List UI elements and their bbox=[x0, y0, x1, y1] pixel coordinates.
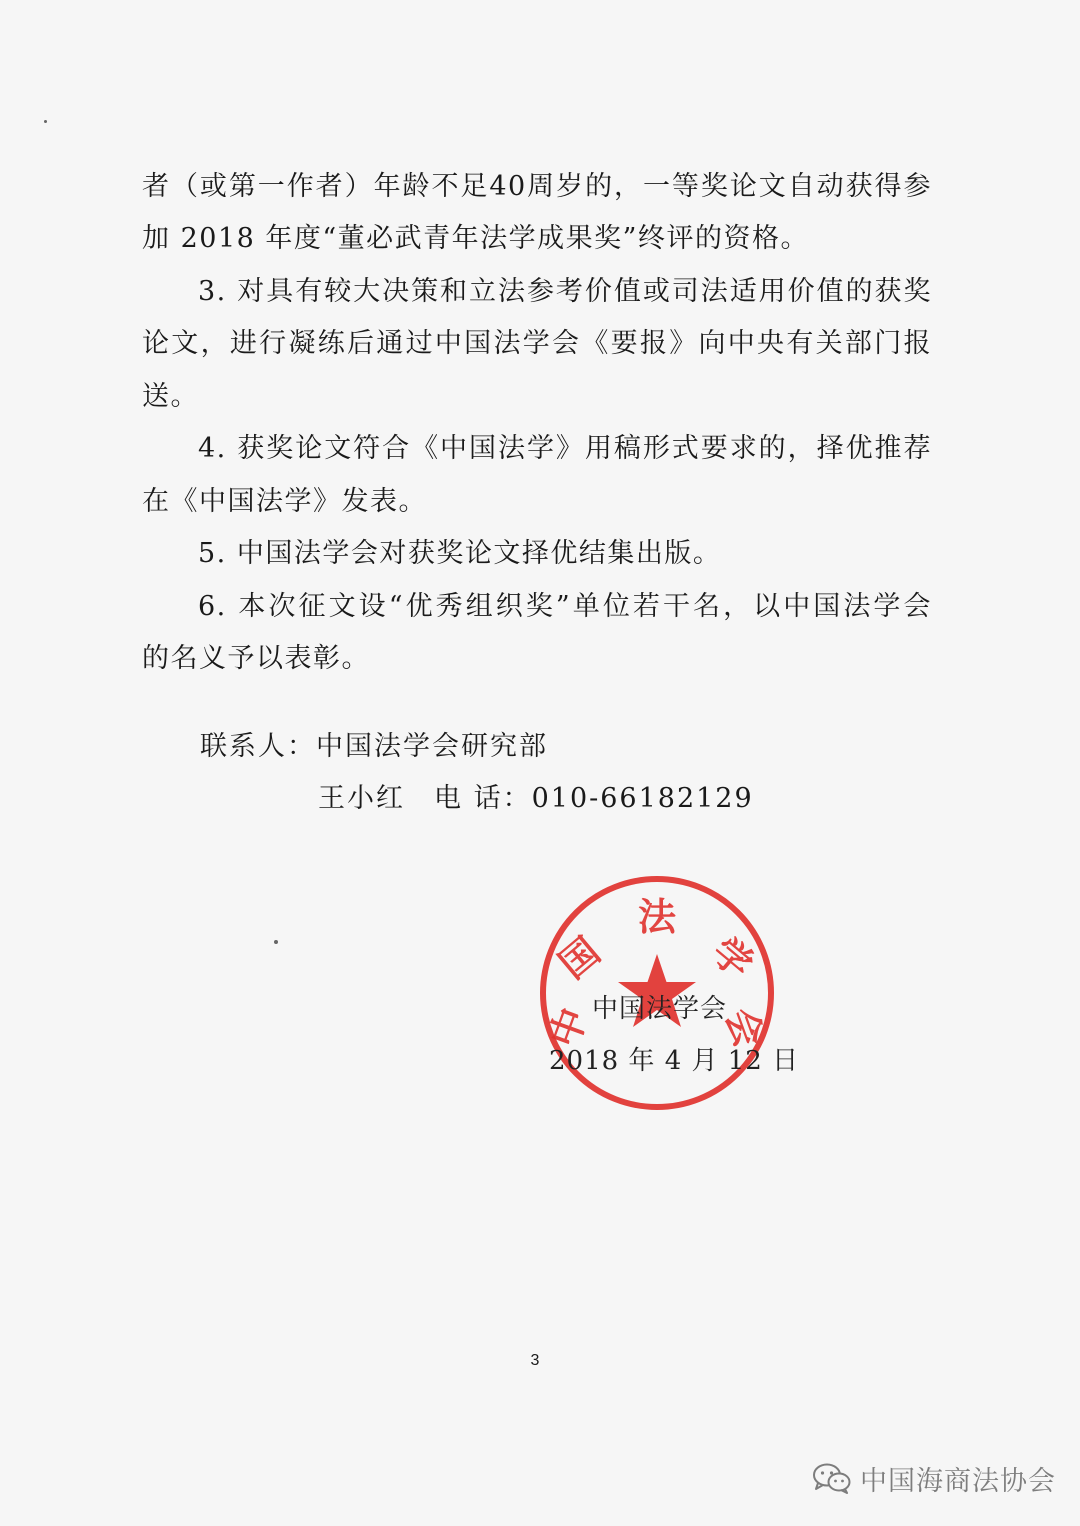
signature-date: 2018 年 4 月 12 日 bbox=[549, 1046, 800, 1076]
paragraph-line: 者（或第一作者）年龄不足40周岁的，一等奖论文自动获得参 bbox=[142, 171, 932, 202]
paragraph-line: 5. 中国法学会对获奖论文择优结集出版。 bbox=[198, 538, 722, 569]
wechat-watermark bbox=[812, 1458, 1056, 1498]
paragraph-line: 加 2018 年度“董必武青年法学成果奖”终评的资格。 bbox=[142, 223, 809, 254]
paragraph-line: 的名义予以表彰。 bbox=[142, 643, 370, 674]
contact-person-phone: 王小红 电 话：010-66182129 bbox=[318, 783, 754, 814]
watermark-text: 中国海商法协会 bbox=[860, 1465, 1056, 1497]
signature-organization: 中国法学会 bbox=[592, 994, 728, 1024]
seal-char: 法 bbox=[637, 894, 677, 939]
wechat-icon bbox=[812, 1462, 852, 1494]
paragraph-line: 论文，进行凝练后通过中国法学会《要报》向中央有关部门报 bbox=[142, 328, 932, 359]
seal-char: 会 bbox=[717, 1001, 773, 1053]
paragraph-line: 4. 获奖论文符合《中国法学》用稿形式要求的，择优推荐 bbox=[198, 433, 932, 464]
seal-char: 国 bbox=[550, 928, 609, 988]
scan-speck bbox=[44, 120, 47, 123]
paragraph-line: 3. 对具有较大决策和立法参考价值或司法适用价值的获奖 bbox=[198, 276, 932, 307]
seal-char: 中 bbox=[540, 1001, 596, 1053]
paragraph-line: 在《中国法学》发表。 bbox=[142, 486, 427, 517]
paragraph-line: 6. 本次征文设“优秀组织奖”单位若干名，以中国法学会 bbox=[198, 591, 932, 622]
page-number: 3 bbox=[530, 1352, 540, 1369]
contact-department: 联系人：中国法学会研究部 bbox=[200, 731, 548, 762]
paragraph-line: 送。 bbox=[142, 381, 199, 412]
seal-char: 学 bbox=[703, 928, 762, 988]
scan-speck bbox=[274, 940, 278, 944]
